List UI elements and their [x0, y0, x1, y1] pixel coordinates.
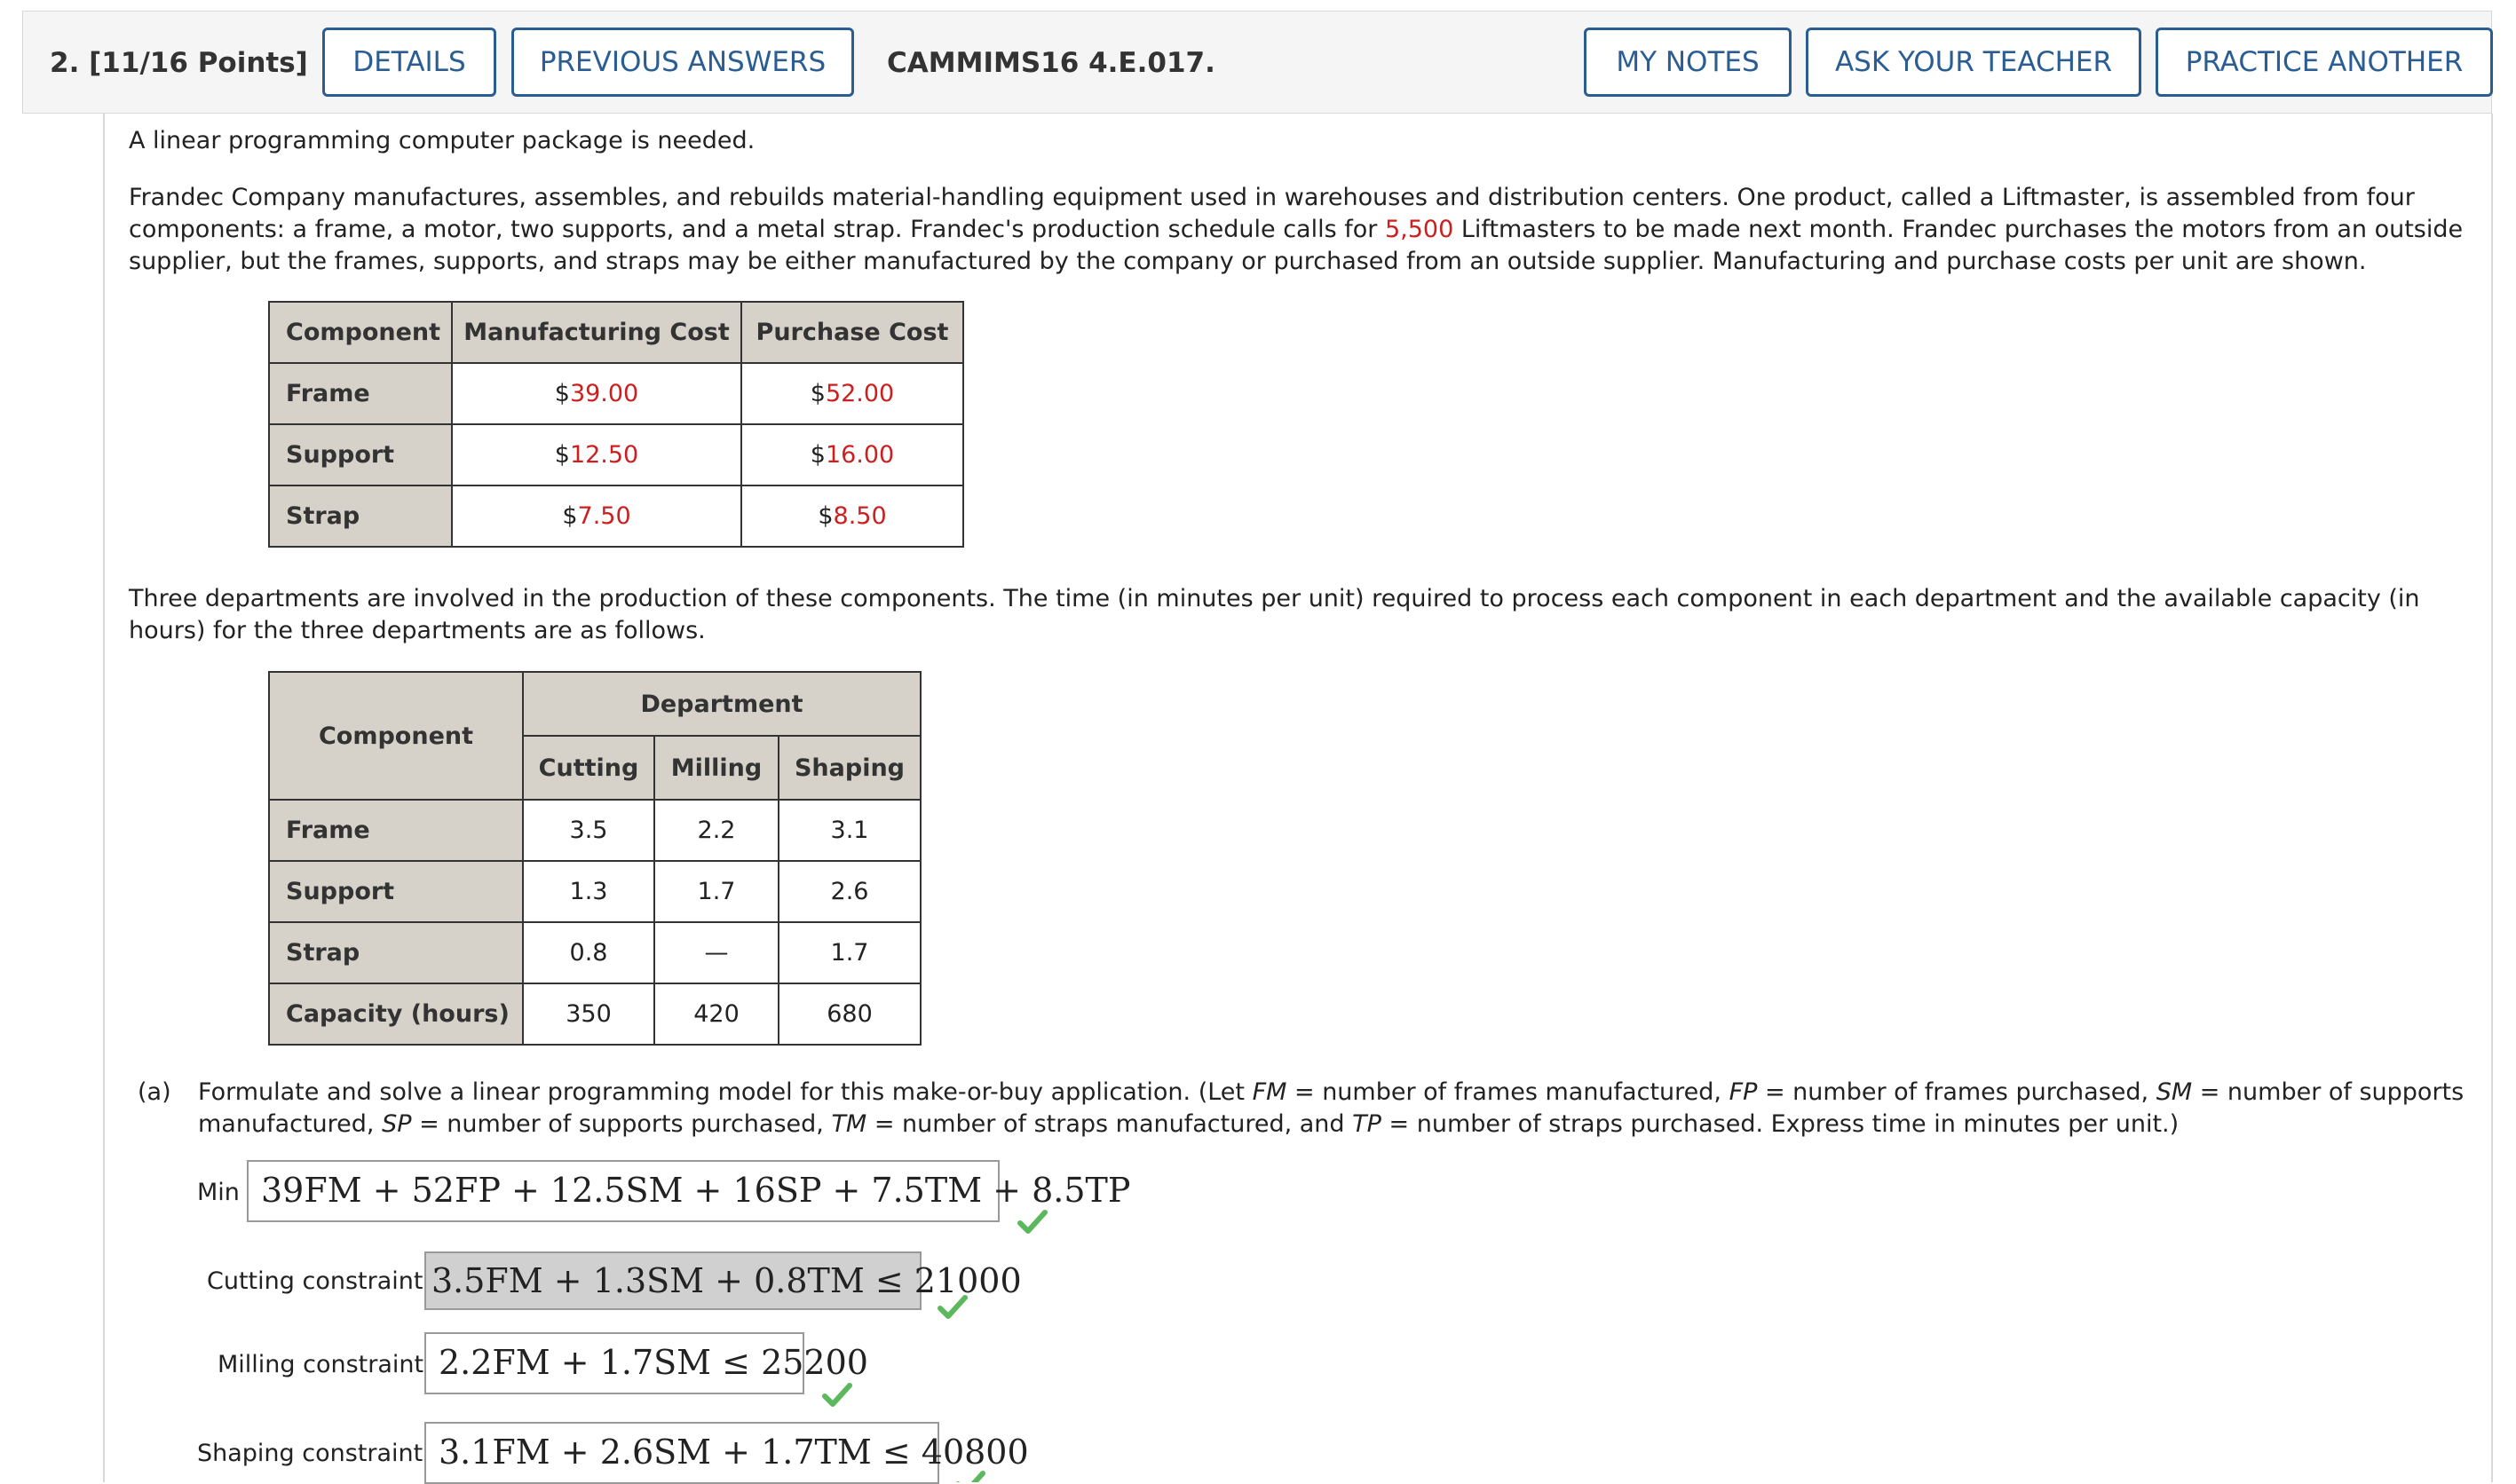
question-code: CAMMIMS16 4.E.017.	[887, 47, 1215, 79]
min-label: Min	[197, 1179, 240, 1206]
table-row	[269, 485, 963, 547]
text: Formulate and solve a linear programming model for this make-or-buy application. (Let	[198, 1078, 1253, 1106]
table-row	[269, 424, 963, 485]
ask-your-teacher-button[interactable]: ASK YOUR TEACHER	[1806, 28, 2141, 97]
currency: $	[554, 380, 570, 407]
mfg-cost-value: 7.50	[577, 502, 631, 530]
correct-check-icon	[955, 1470, 985, 1482]
currency: $	[810, 441, 826, 469]
currency: $	[562, 502, 578, 530]
var: SM	[2156, 1078, 2193, 1106]
header-department: Department	[523, 672, 921, 736]
var: TM	[831, 1110, 867, 1138]
var: FP	[1729, 1078, 1758, 1106]
table-row	[269, 861, 921, 922]
header-milling: Milling	[654, 736, 779, 800]
correct-check-icon	[822, 1382, 852, 1407]
mfg-cost	[452, 424, 741, 485]
purchase-cost	[741, 363, 963, 424]
cutting-constraint-field[interactable]: 3.5FM + 1.3SM + 0.8TM ≤ 21000	[424, 1251, 922, 1310]
text: = number of frames purchased,	[1757, 1078, 2156, 1106]
table-cell: 420	[654, 983, 779, 1045]
table-cell: 1.3	[523, 861, 654, 922]
intro-text: A linear programming computer package is needed.	[129, 127, 756, 154]
header-manufacturing-cost: Manufacturing Cost	[452, 302, 741, 363]
table-header-row	[269, 302, 963, 363]
part-a-label: (a)	[138, 1078, 171, 1106]
row-label: Support	[269, 424, 452, 485]
text: = number of straps purchased. Express time in minutes per unit.)	[1381, 1110, 2180, 1138]
previous-answers-button[interactable]: PREVIOUS ANSWERS	[511, 28, 854, 97]
my-notes-button[interactable]: MY NOTES	[1584, 28, 1792, 97]
mfg-cost	[452, 485, 741, 547]
table-cell: 2.2	[654, 800, 779, 861]
milling-constraint-label: Milling constraint	[218, 1351, 424, 1378]
table-header-row	[269, 672, 921, 736]
table-row	[269, 922, 921, 983]
para1-text: Frandec Company manufactures, assembles, and rebuilds material-handling equipment used in warehouses and distribution centers. One product, called a Liftmaster, is assembled from four components: a frame, a motor, two supports, and a metal strap. Frandec's production schedule calls for	[129, 184, 2415, 243]
header-shaping: Shaping	[779, 736, 921, 800]
purchase-cost-value: 8.50	[833, 502, 887, 530]
currency: $	[818, 502, 834, 530]
table-cell: 680	[779, 983, 921, 1045]
table-cell: 3.1	[779, 800, 921, 861]
question-points: 2. [11/16 Points]	[50, 47, 308, 79]
table-row	[269, 800, 921, 861]
header-component: Component	[269, 302, 452, 363]
practice-another-button[interactable]: PRACTICE ANOTHER	[2156, 28, 2493, 97]
table-cell: —	[654, 922, 779, 983]
table-cell: 1.7	[654, 861, 779, 922]
row-label: Strap	[269, 485, 452, 547]
text: = number of straps manufactured, and	[866, 1110, 1353, 1138]
var: SP	[382, 1110, 412, 1138]
question-header	[22, 11, 2492, 114]
text: = number of supports manufactured,	[198, 1078, 2465, 1138]
correct-check-icon	[938, 1294, 968, 1319]
shaping-constraint-label: Shaping constraint	[197, 1440, 423, 1467]
table-cell: 1.7	[779, 922, 921, 983]
header-component: Component	[269, 672, 523, 800]
row-label: Support	[269, 861, 523, 922]
details-button[interactable]: DETAILS	[322, 28, 496, 97]
row-label: Capacity (hours)	[269, 983, 523, 1045]
liftmaster-quantity: 5,500	[1384, 216, 1454, 243]
row-label: Strap	[269, 922, 523, 983]
header-cutting: Cutting	[523, 736, 654, 800]
mfg-cost-value: 12.50	[569, 441, 639, 469]
department-table	[268, 671, 922, 1046]
var: TP	[1352, 1110, 1381, 1138]
purchase-cost	[741, 424, 963, 485]
purchase-cost	[741, 485, 963, 547]
para1-text-end: Liftmasters to be made next month. Frandec purchases the motors from an outside supplier, but the frames, supports, and straps may be either manufactured by the company or purchased from an outside supplier. Manufacturing and purchase costs per unit are shown.	[129, 216, 2464, 275]
mfg-cost	[452, 363, 741, 424]
cost-table	[268, 301, 964, 548]
table-cell: 3.5	[523, 800, 654, 861]
objective-answer-field[interactable]: 39FM + 52FP + 12.5SM + 16SP + 7.5TM + 8.5TP	[247, 1160, 1000, 1222]
header-purchase-cost: Purchase Cost	[741, 302, 963, 363]
currency: $	[810, 380, 826, 407]
currency: $	[554, 441, 570, 469]
row-label: Frame	[269, 363, 452, 424]
table-row	[269, 363, 963, 424]
problem-paragraph-1	[129, 182, 2481, 278]
shaping-constraint-field[interactable]: 3.1FM + 2.6SM + 1.7TM ≤ 40800	[424, 1422, 939, 1484]
text: = number of supports purchased,	[411, 1110, 832, 1138]
purchase-cost-value: 16.00	[825, 441, 895, 469]
purchase-cost-value: 52.00	[825, 380, 895, 407]
text: = number of frames manufactured,	[1286, 1078, 1729, 1106]
correct-check-icon	[1017, 1209, 1048, 1234]
table-cell: 0.8	[523, 922, 654, 983]
table-cell: 350	[523, 983, 654, 1045]
table-row	[269, 983, 921, 1045]
table-cell: 2.6	[779, 861, 921, 922]
cutting-constraint-label: Cutting constraint	[207, 1267, 423, 1295]
var: FM	[1252, 1078, 1287, 1106]
row-label: Frame	[269, 800, 523, 861]
milling-constraint-field[interactable]: 2.2FM + 1.7SM ≤ 25200	[424, 1332, 804, 1394]
part-a-instructions	[198, 1077, 2471, 1141]
mfg-cost-value: 39.00	[569, 380, 639, 407]
problem-paragraph-2: Three departments are involved in the production of these components. The time (in minutes per unit) required to process each component in each department and the available capacity (in hours) for the three departments are as follows.	[129, 585, 2420, 644]
